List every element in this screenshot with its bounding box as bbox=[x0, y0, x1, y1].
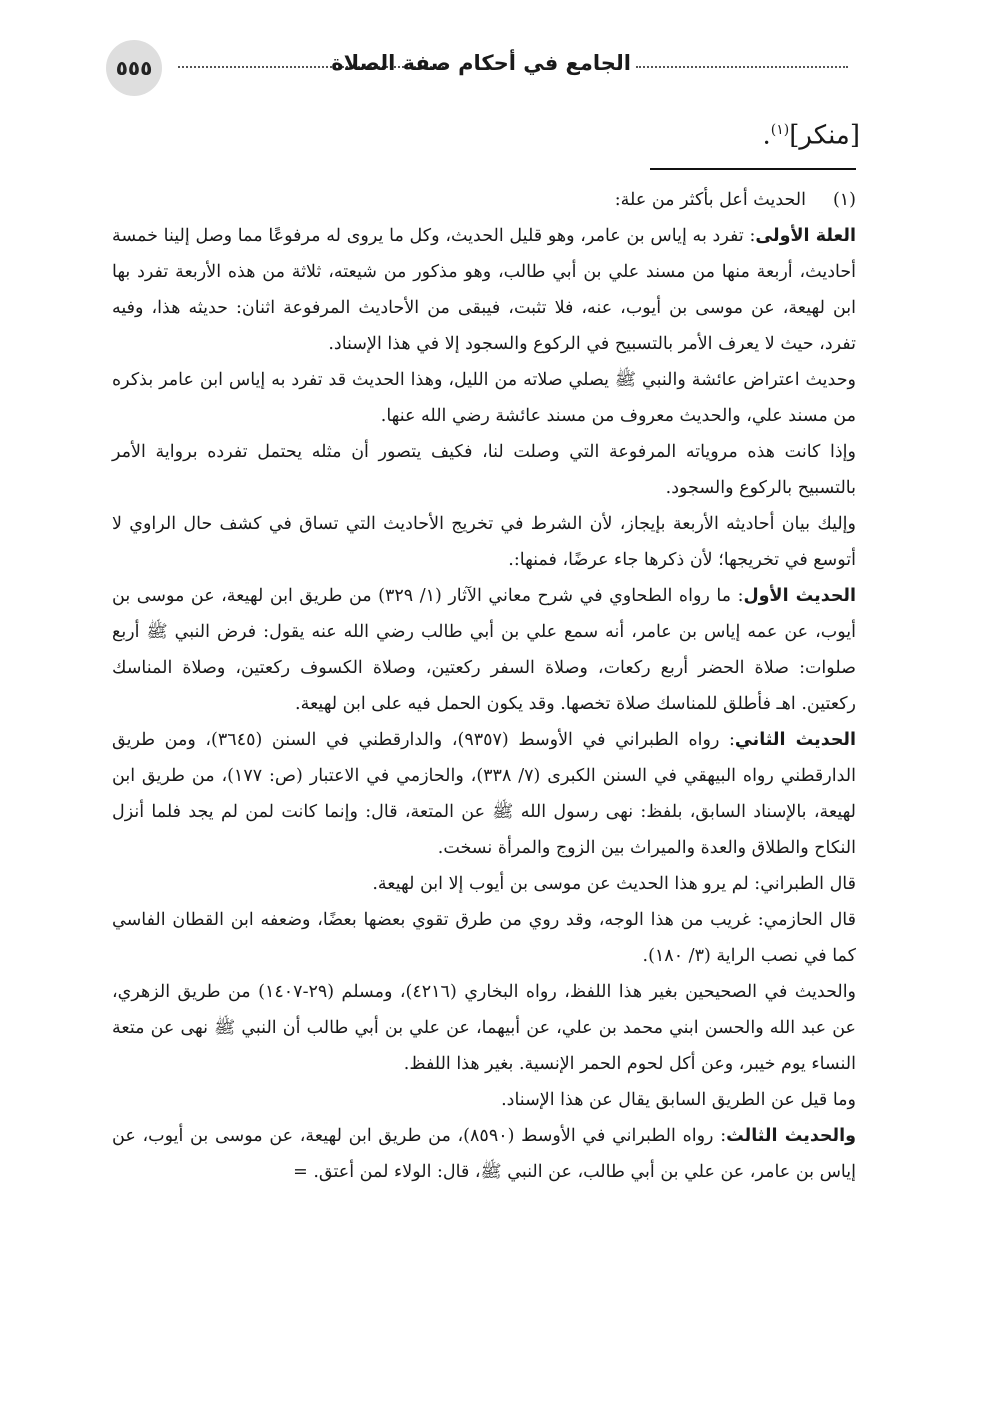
main-text bbox=[560, 110, 860, 156]
footnote-paragraph-1 bbox=[112, 218, 856, 362]
paragraph-text: قال الطبراني: لم يرو هذا الحديث عن موسى بن أيوب إلا ابن لهيعة. bbox=[372, 874, 856, 894]
paragraph-lead: والحديث الثالث bbox=[726, 1126, 856, 1146]
footnote-paragraph-11 bbox=[112, 1118, 856, 1190]
paragraph-text: : تفرد به إياس بن عامر، وهو قليل الحديث، وكل ما يروى له مرفوعًا مما وصل إلينا خمسة أحاديث، أربعة منها من مسند علي بن أبي طالب، وهو مذكور من شيعته، ثلاثة من هذه الأربعة تفرد بها ابن لهيعة، عن موسى بن أيوب، عنه، فلا تثبت، فيبقى من الأحاديث المرفوعة اثنان: حديثه هذا، وفيه تفرد، حيث لا يعرف الأمر بالتسبيح في الركوع والسجود إلا في هذا الإسناد. bbox=[112, 226, 856, 354]
paragraph-text: قال الحازمي: غريب من هذا الوجه، وقد روي من طرق تقوي بعضها بعضًا، وضعفه ابن القطان الفاسي كما في نصب الراية (٣/ ١٨٠). bbox=[112, 910, 856, 966]
footnote-paragraph-3 bbox=[112, 434, 856, 506]
paragraph-text: : رواه الطبراني في الأوسط (٨٥٩٠)، من طريق ابن لهيعة، عن موسى بن أيوب، عن إياس بن عامر، عن علي بن أبي طالب، عن النبي ﷺ، قال: الولاء لمن أعتق. = bbox=[112, 1126, 856, 1182]
footnote-paragraph-6 bbox=[112, 722, 856, 866]
main-text-body: [منكر] bbox=[789, 120, 860, 151]
footnote-separator bbox=[650, 168, 856, 170]
paragraph-text: وإليك بيان أحاديثه الأربعة بإيجاز، لأن الشرط في تخريج الأحاديث التي تساق في كشف حال الراوي لا أتوسع في تخريجها؛ لأن ذكرها جاء عرضًا، فمنها:. bbox=[112, 514, 856, 570]
paragraph-text: والحديث في الصحيحين بغير هذا اللفظ، رواه البخاري (٤٢١٦)، ومسلم (٢٩-١٤٠٧) من طريق الزهري، عن عبد الله والحسن ابني محمد بن علي، عن أبيهما، عن علي بن أبي طالب أن النبي ﷺ نهى عن متعة النساء يوم خيبر، وعن أكل لحوم الحمر الإنسية. بغير هذا اللفظ. bbox=[112, 982, 857, 1074]
paragraph-text: وإذا كانت هذه مروياته المرفوعة التي وصلت لنا، فكيف يتصور أن مثله يحتمل تفرده برواية الأمر بالتسبيح بالركوع والسجود. bbox=[112, 442, 856, 498]
footnote-paragraph-7 bbox=[112, 866, 856, 902]
main-text-end: . bbox=[762, 120, 771, 151]
page-number-badge: ٥٥٥ bbox=[106, 40, 162, 96]
footnote-paragraph-8 bbox=[112, 902, 856, 974]
header-dotted-leader-right bbox=[636, 66, 848, 68]
footnote-paragraph-2 bbox=[112, 362, 856, 434]
footnote-intro: الحديث أعل بأكثر من علة: bbox=[614, 190, 806, 210]
footnote-paragraph-9 bbox=[112, 974, 856, 1082]
paragraph-lead: العلة الأولى bbox=[755, 226, 856, 246]
paragraph-text: وما قيل عن الطريق السابق يقال عن هذا الإسناد. bbox=[501, 1090, 856, 1110]
page-header bbox=[106, 40, 851, 96]
footnote-reference: (١) bbox=[770, 122, 790, 138]
paragraph-lead: الحديث الأول bbox=[743, 586, 857, 606]
footnote-first-line bbox=[112, 182, 856, 218]
footnote-paragraph-10 bbox=[112, 1082, 856, 1118]
paragraph-text: : رواه الطبراني في الأوسط (٩٣٥٧)، والدارقطني في السنن (٣٦٤٥)، ومن طريق الدارقطني رواه البيهقي في السنن الكبرى (٧/ ٣٣٨)، والحازمي في الاعتبار (ص: ١٧٧)، من طريق ابن لهيعة، بالإسناد السابق، بلفظ: نهى رسول الله ﷺ عن المتعة، قال: وإنما كانت لمن لم يجد فلما أنزل النكاح والطلاق والعدة والميراث بين الزوج والمرأة نسخت. bbox=[112, 730, 856, 858]
paragraph-text: وحديث اعتراض عائشة والنبي ﷺ يصلي صلاته من الليل، وهذا الحديث قد تفرد به إياس ابن عامر بذكره من مسند علي، والحديث معروف من مسند عائشة رضي الله عنها. bbox=[112, 370, 856, 426]
footnote-section bbox=[112, 182, 856, 1190]
footnote-number: (١) bbox=[832, 190, 856, 210]
footnote-paragraph-4 bbox=[112, 506, 856, 578]
running-title: الجامع في أحكام صفة الصلاة bbox=[331, 51, 631, 75]
paragraph-text: : ما رواه الطحاوي في شرح معاني الآثار (١/ ٣٢٩) من طريق ابن لهيعة، عن موسى بن أيوب، عن عمه إياس بن عامر، أنه سمع علي بن أبي طالب رضي الله عنه يقول: فرض النبي ﷺ أربع صلوات: صلاة الحضر أربع ركعات، وصلاة السفر ركعتين، وصلاة الكسوف ركعتين، وصلاة المناسك ركعتين. اهـ فأطلق للمناسك صلاة تخصها. وقد يكون الحمل فيه على ابن لهيعة. bbox=[112, 586, 856, 714]
paragraph-lead: الحديث الثاني bbox=[734, 730, 857, 750]
footnote-paragraph-5 bbox=[112, 578, 856, 722]
